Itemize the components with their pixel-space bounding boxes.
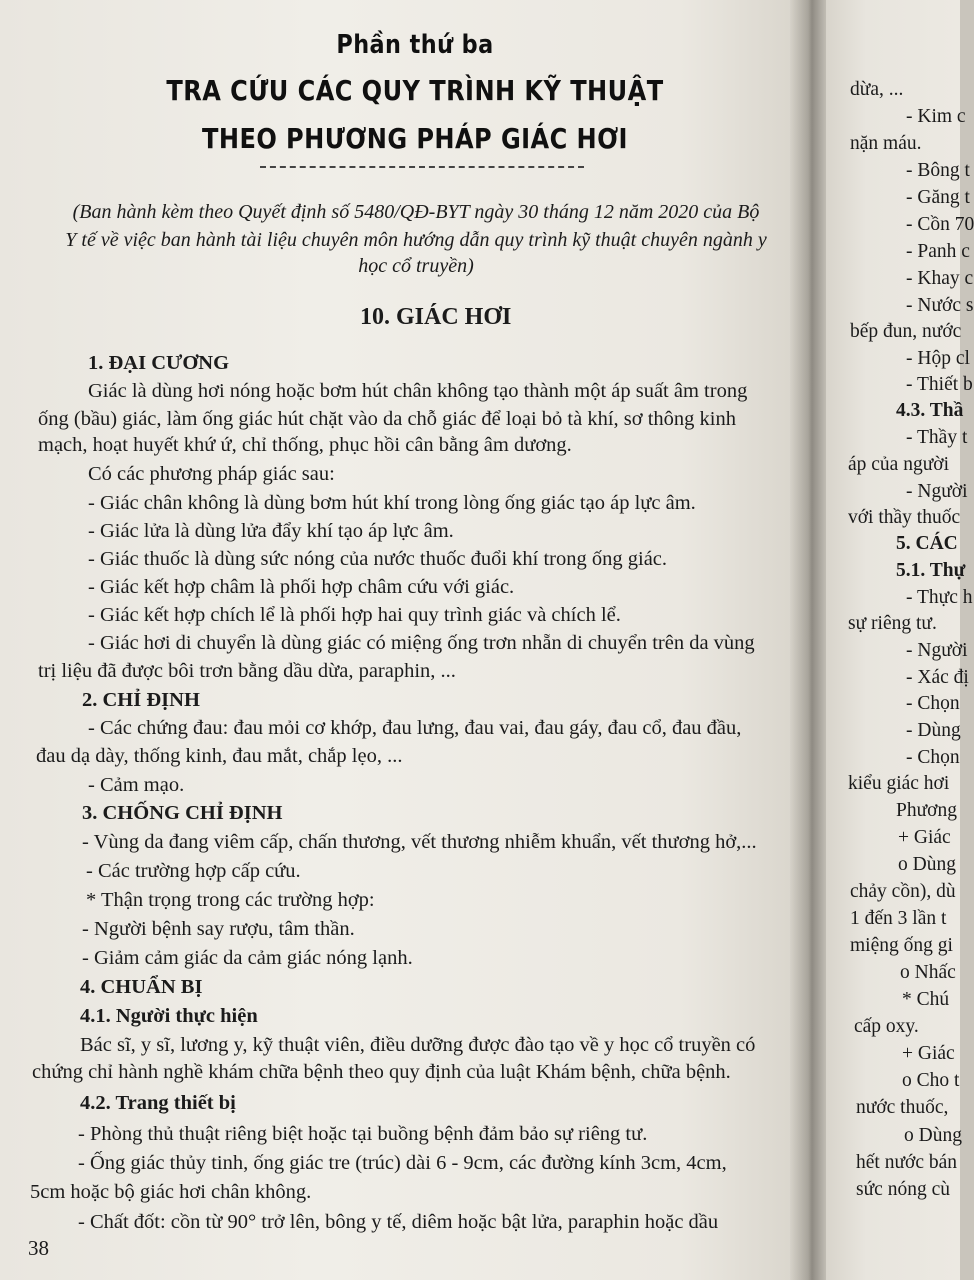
- list-item: - Ống giác thủy tinh, ống giác tre (trúc) dài 6 - 9cm, các đường kính 3cm, 4cm,: [78, 1152, 727, 1174]
- right-page-line: 5.1. Thự: [896, 560, 966, 581]
- list-item: - Các trường hợp cấp cứu.: [86, 860, 301, 882]
- paragraph-line: ống (bầu) giác, làm ống giác hút chặt vào da chỗ giác để loại bỏ tà khí, sơ thông kinh: [38, 408, 736, 430]
- right-page-line: - Kim c: [906, 106, 966, 127]
- right-page-line: - Bông t: [906, 160, 970, 181]
- right-page-line: với thầy thuốc: [848, 507, 961, 528]
- dashed-divider: [260, 166, 584, 168]
- right-page-line: nước thuốc,: [856, 1097, 949, 1118]
- right-page-line: o Dùng: [904, 1125, 962, 1146]
- right-page-line: o Dùng: [898, 854, 956, 875]
- right-page-line: Phương: [896, 800, 957, 821]
- right-page-line: o Nhấc: [900, 962, 956, 983]
- right-page-line: - Dùng: [906, 720, 961, 741]
- heading-2: 2. CHỈ ĐỊNH: [82, 689, 200, 711]
- right-page-line: o Cho t: [902, 1070, 960, 1091]
- right-page-line: nặn máu.: [850, 133, 922, 154]
- chapter-title-line-2: THEO PHƯƠNG PHÁP GIÁC HƠI: [202, 122, 628, 155]
- list-item: - Người bệnh say rượu, tâm thần.: [82, 918, 355, 940]
- list-item: - Giác hơi di chuyển là dùng giác có miệng ống trơn nhẵn di chuyển trên da vùng: [88, 632, 755, 654]
- list-item: trị liệu đã được bôi trơn bằng dầu dừa, paraphin, ...: [38, 660, 456, 682]
- right-page-line: miệng ống gi: [850, 935, 953, 956]
- list-item: * Thận trọng trong các trường hợp:: [86, 889, 375, 911]
- right-page-line: - Thầy t: [906, 427, 968, 448]
- list-item: - Giảm cảm giác da cảm giác nóng lạnh.: [82, 947, 413, 969]
- right-page-line: - Chọn: [906, 693, 960, 714]
- chapter-title-line-1: TRA CỨU CÁC QUY TRÌNH KỸ THUẬT: [166, 74, 664, 107]
- right-page-line: - Thực h: [906, 587, 973, 608]
- heading-4-2: 4.2. Trang thiết bị: [80, 1092, 236, 1114]
- list-item: - Cảm mạo.: [88, 774, 185, 796]
- right-page-line: - Chọn: [906, 747, 960, 768]
- part-heading: Phần thứ ba: [336, 30, 494, 60]
- right-page-line: + Giác: [902, 1043, 955, 1064]
- list-item: - Giác lửa là dùng lửa đẩy khí tạo áp lực âm.: [88, 520, 454, 542]
- list-item: - Các chứng đau: đau mỏi cơ khớp, đau lưng, đau vai, đau gáy, đau cổ, đau đầu,: [88, 717, 742, 739]
- paragraph-line: mạch, hoạt huyết khứ ứ, chỉ thống, phục hồi cân bằng âm dương.: [38, 434, 572, 456]
- right-page-line: 1 đến 3 lần t: [850, 908, 947, 929]
- list-item: - Giác chân không là dùng bơm hút khí trong lòng ống giác tạo áp lực âm.: [88, 492, 696, 514]
- right-page-line: hết nước bán: [856, 1152, 958, 1173]
- right-page-line: cấp oxy.: [854, 1016, 919, 1037]
- heading-4-1: 4.1. Người thực hiện: [80, 1005, 258, 1027]
- list-item: - Chất đốt: cồn từ 90° trở lên, bông y tế, diêm hoặc bật lửa, paraphin hoặc dầu: [78, 1211, 719, 1233]
- decree-note-line-1: (Ban hành kèm theo Quyết định số 5480/QĐ-BYT ngày 30 tháng 12 năm 2020 của Bộ: [72, 201, 760, 223]
- right-page-line: 4.3. Thầ: [896, 400, 964, 421]
- list-item: - Phòng thủ thuật riêng biệt hoặc tại buồng bệnh đảm bảo sự riêng tư.: [78, 1123, 648, 1145]
- list-item: - Giác thuốc là dùng sức nóng của nước thuốc đuổi khí trong ống giác.: [88, 548, 668, 570]
- right-page-line: - Panh c: [906, 241, 970, 262]
- right-page-line: - Cồn 70: [906, 214, 974, 235]
- paragraph-line: chứng chỉ hành nghề khám chữa bệnh theo quy định của luật Khám bệnh, chữa bệnh.: [32, 1061, 731, 1083]
- decree-note-line-2: Y tế về việc ban hành tài liệu chuyên môn hướng dẫn quy trình kỹ thuật chuyên ngành y: [65, 229, 767, 251]
- right-page-line: - Thiết b: [906, 374, 973, 395]
- right-page-line: - Nước s: [906, 295, 974, 316]
- section-title: 10. GIÁC HƠI: [360, 304, 512, 330]
- right-page-line: kiểu giác hơi: [848, 773, 950, 794]
- right-page-line: 5. CÁC: [896, 533, 958, 554]
- heading-1: 1. ĐẠI CƯƠNG: [88, 352, 230, 374]
- page-number: 38: [28, 1236, 49, 1260]
- right-page-line: - Xác đị: [906, 667, 969, 688]
- list-item: đau dạ dày, thống kinh, đau mắt, chắp lẹo, ...: [36, 745, 403, 767]
- paragraph-line: Bác sĩ, y sĩ, lương y, kỹ thuật viên, điều dưỡng được đào tạo về y học cổ truyền có: [80, 1034, 756, 1056]
- right-page-line: - Khay c: [906, 268, 974, 289]
- right-page-line: chảy cồn), dù: [850, 881, 956, 902]
- list-item: - Vùng da đang viêm cấp, chấn thương, vết thương nhiễm khuẩn, vết thương hở,...: [82, 831, 757, 853]
- right-page-line: - Người: [906, 481, 968, 502]
- right-page-line: * Chú: [902, 989, 950, 1010]
- right-page-line: sức nóng cù: [856, 1179, 950, 1200]
- paragraph-line: Có các phương pháp giác sau:: [88, 463, 335, 485]
- right-page-line: dừa, ...: [850, 79, 904, 100]
- heading-3: 3. CHỐNG CHỈ ĐỊNH: [82, 802, 283, 824]
- list-item: 5cm hoặc bộ giác hơi chân không.: [30, 1181, 312, 1203]
- right-page-line: + Giác: [898, 827, 951, 848]
- paragraph-line: Giác là dùng hơi nóng hoặc bơm hút chân không tạo thành một áp suất âm trong: [88, 380, 748, 402]
- book-gutter: [790, 0, 830, 1280]
- heading-4: 4. CHUẨN BỊ: [80, 976, 203, 998]
- right-page: [826, 0, 974, 1280]
- right-page-line: - Người: [906, 640, 968, 661]
- list-item: - Giác kết hợp châm là phối hợp châm cứu với giác.: [88, 576, 515, 598]
- right-page-line: áp của người: [848, 454, 950, 475]
- right-page-line: sự riêng tư.: [848, 613, 937, 634]
- decree-note-line-3: học cổ truyền): [358, 255, 474, 277]
- list-item: - Giác kết hợp chích lể là phối hợp hai quy trình giác và chích lể.: [88, 604, 621, 626]
- right-page-line: - Găng t: [906, 187, 970, 208]
- right-page-line: bếp đun, nước: [850, 321, 962, 342]
- right-page-line: - Hộp cl: [906, 348, 970, 369]
